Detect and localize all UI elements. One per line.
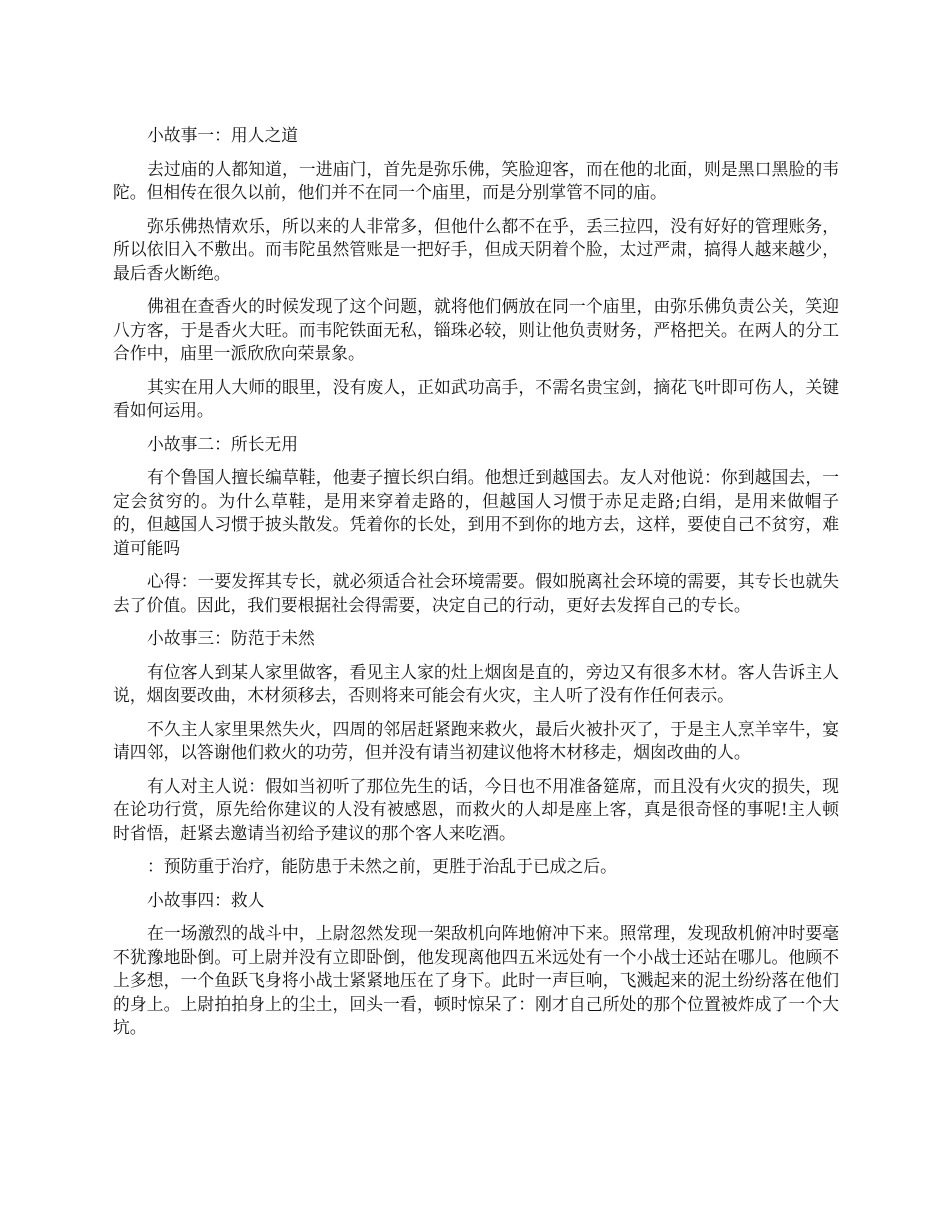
- story-3-paragraph-3: 有人对主人说：假如当初听了那位先生的话，今日也不用准备筵席，而且没有火灾的损失，现在论功行赏，原先给你建议的人没有被感恩，而救火的人却是座上客，真是很奇怪的事呢!主人顿时省悟，赶紧去邀请当初给予建议的那个客人来吃酒。: [113, 775, 839, 843]
- story-1-paragraph-1: 去过庙的人都知道，一进庙门，首先是弥乐佛，笑脸迎客，而在他的北面，则是黑口黑脸的韦陀。但相传在很久以前，他们并不在同一个庙里，而是分别掌管不同的庙。: [113, 158, 839, 202]
- story-1-paragraph-3: 佛祖在查香火的时候发现了这个问题，就将他们俩放在同一个庙里，由弥乐佛负责公关，笑迎八方客，于是香火大旺。而韦陀铁面无私，锱珠必较，则让他负责财务，严格把关。在两人的分工合作中，庙里一派欣欣向荣景象。: [113, 296, 839, 363]
- story-1-paragraph-4: 其实在用人大师的眼里，没有废人，正如武功高手，不需名贵宝剑，摘花飞叶即可伤人，关键看如何运用。: [113, 376, 839, 420]
- story-1-paragraph-2: 弥乐佛热情欢乐，所以来的人非常多，但他什么都不在乎，丢三拉四，没有好好的管理账务，所以依旧入不敷出。而韦陀虽然管账是一把好手，但成天阴着个脸，太过严肃，搞得人越来越少，最后香火断绝。: [113, 215, 839, 283]
- document-body: [113, 124, 839, 1050]
- story-3-reflection: ：预防重于治疗，能防患于未然之前，更胜于治乱于已成之后。: [147, 856, 617, 876]
- story-2-paragraph-1: 有个鲁国人擅长编草鞋，他妻子擅长织白绢。他想迁到越国去。友人对他说：你到越国去，一定会贫穷的。为什么草鞋，是用来穿着走路的，但越国人习惯于赤足走路;白绢，是用来做帽子的，但越国人习惯于披头散发。凭着你的长处，到用不到你的地方去，这样，要使自己不贫穷，难道可能吗: [113, 467, 839, 558]
- story-3-heading: 小故事三：防范于未然: [147, 628, 315, 648]
- story-2-reflection: 心得：一要发挥其专长，就必须适合社会环境需要。假如脱离社会环境的需要，其专长也就失去了价值。因此，我们要根据社会得需要，决定自己的行动，更好去发挥自己的专长。: [113, 571, 839, 615]
- story-2-heading: 小故事二：所长无用: [147, 433, 299, 454]
- story-1-heading: 小故事一：用人之道: [147, 125, 299, 145]
- story-3-paragraph-2: 不久主人家里果然失火，四周的邻居赶紧跑来救火，最后火被扑灭了，于是主人烹羊宰牛，宴请四邻，以答谢他们救火的功劳，但并没有请当初建议他将木材移走，烟囱改曲的人。: [113, 718, 839, 762]
- story-3-paragraph-1: 有位客人到某人家里做客，看见主人家的灶上烟囱是直的，旁边又有很多木材。客人告诉主人说，烟囱要改曲，木材须移去，否则将来可能会有火灾，主人听了没有作任何表示。: [113, 661, 839, 705]
- story-4-heading: 小故事四：救人: [147, 889, 265, 910]
- story-4-paragraph-1: 在一场激烈的战斗中，上尉忽然发现一架敌机向阵地俯冲下来。照常理，发现敌机俯冲时要毫不犹豫地卧倒。可上尉并没有立即卧倒，他发现离他四五米远处有一个小战士还站在哪儿。他顾不上多想，一个鱼跃飞身将小战士紧紧地压在了身下。此时一声巨响，飞溅起来的泥土纷纷落在他们的身上。上尉拍拍身上的尘土，回头一看，顿时惊呆了：刚才自己所处的那个位置被炸成了一个大坑。: [113, 923, 839, 1037]
